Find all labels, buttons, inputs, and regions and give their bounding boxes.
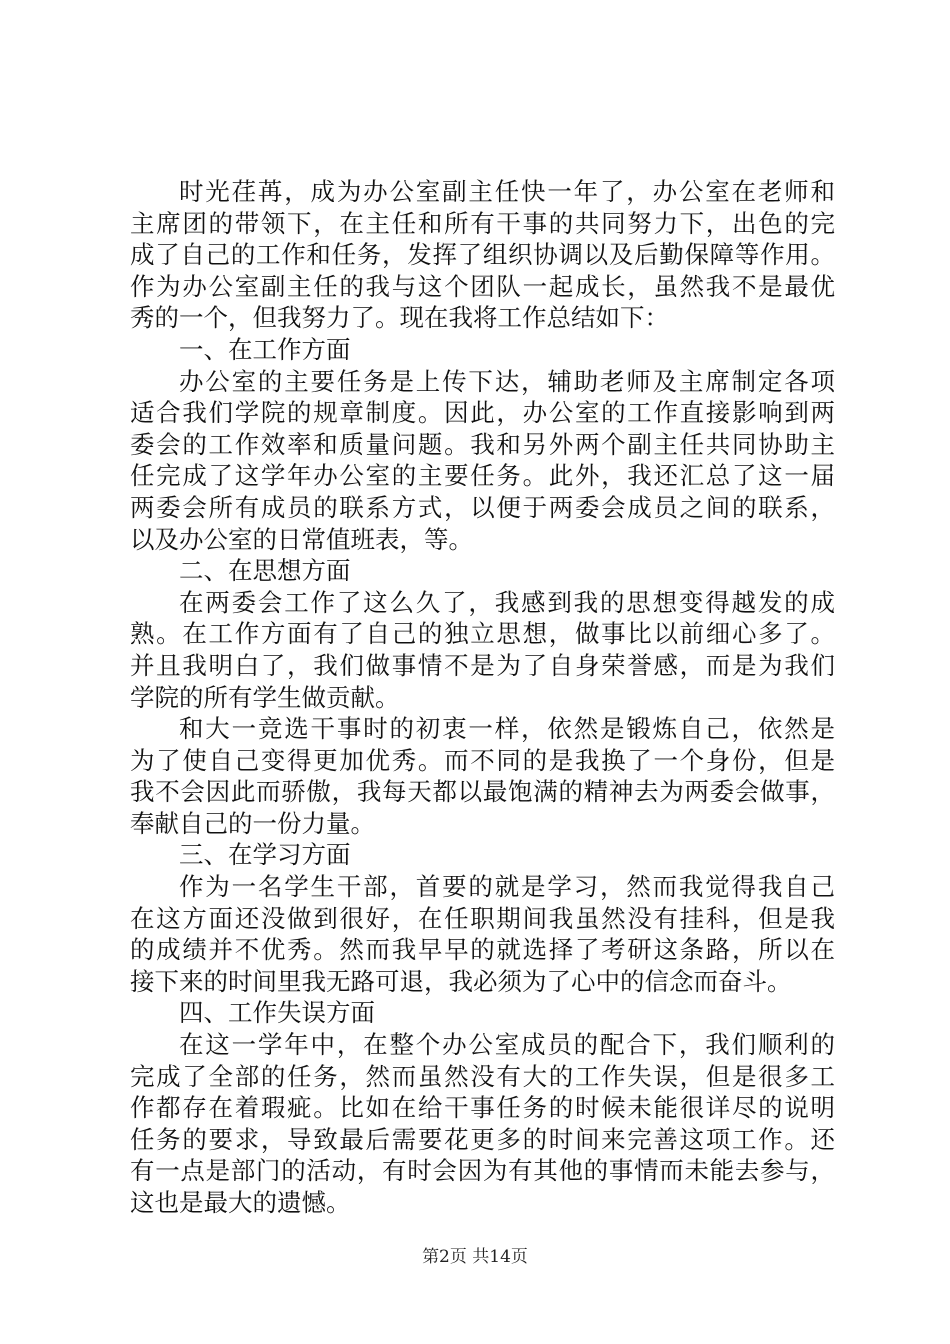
text-line: 任务的要求，导致最后需要花更多的时间来完善这项工作。还 <box>130 1124 835 1154</box>
text-line: 接下来的时间里我无路可退，我必须为了心中的信念而奋斗。 <box>130 966 792 996</box>
text-line: 熟。在工作方面有了自己的独立思想，做事比以前细心多了。 <box>130 619 835 649</box>
text-line: 主席团的带领下，在主任和所有干事的共同努力下，出色的完 <box>130 208 835 238</box>
text-line: 学院的所有学生做贡献。 <box>130 682 400 712</box>
text-line: 办公室的主要任务是上传下达，辅助老师及主席制定各项 <box>179 366 835 396</box>
text-line: 在两委会工作了这么久了，我感到我的思想变得越发的成 <box>179 587 835 617</box>
text-line: 的成绩并不优秀。然而我早早的就选择了考研这条路，所以在 <box>130 935 835 965</box>
page-number-footer: 第2页 共14页 <box>422 1247 528 1267</box>
text-line: 作为一名学生干部，首要的就是学习，然而我觉得我自己 <box>179 872 835 902</box>
section-heading-mistakes: 四、工作失误方面 <box>179 998 375 1028</box>
document-body <box>130 176 835 1219</box>
text-line: 成了自己的工作和任务，发挥了组织协调以及后勤保障等作用。 <box>130 240 835 270</box>
text-line: 有一点是部门的活动，有时会因为有其他的事情而未能去参与， <box>130 1156 835 1186</box>
text-line: 奉献自己的一份力量。 <box>130 808 375 838</box>
text-line: 并且我明白了，我们做事情不是为了自身荣誉感，而是为我们 <box>130 650 835 680</box>
text-line: 在这一学年中，在整个办公室成员的配合下，我们顺利的 <box>179 1030 835 1060</box>
text-line: 在这方面还没做到很好，在任职期间我虽然没有挂科，但是我 <box>130 903 835 933</box>
work-paragraph <box>130 366 835 556</box>
text-line: 以及办公室的日常值班表，等。 <box>130 524 473 554</box>
text-line: 时光荏苒，成为办公室副主任快一年了，办公室在老师和 <box>179 177 835 206</box>
text-line: 委会的工作效率和质量问题。我和另外两个副主任共同协助主 <box>130 429 835 459</box>
text-line: 为了使自己变得更加优秀。而不同的是我换了一个身份，但是 <box>130 745 835 775</box>
text-line: 完成了全部的任务，然而虽然没有大的工作失误，但是很多工 <box>130 1061 835 1091</box>
text-line: 作都存在着瑕疵。比如在给干事任务的时候未能很详尽的说明 <box>130 1093 835 1123</box>
section-heading-thought: 二、在思想方面 <box>179 556 351 586</box>
intro-paragraph <box>130 176 835 334</box>
study-paragraph <box>130 871 835 997</box>
text-line: 作为办公室副主任的我与这个团队一起成长，虽然我不是最优 <box>130 271 835 301</box>
text-line: 和大一竞选干事时的初衷一样，依然是锻炼自己，依然是 <box>179 714 835 744</box>
text-line: 适合我们学院的规章制度。因此，办公室的工作直接影响到两 <box>130 398 835 428</box>
section-heading-work: 一、在工作方面 <box>179 334 351 364</box>
text-line: 秀的一个，但我努力了。现在我将工作总结如下： <box>130 303 669 333</box>
text-line: 任完成了这学年办公室的主要任务。此外，我还汇总了这一届 <box>130 461 835 491</box>
text-line: 这也是最大的遗憾。 <box>130 1188 351 1217</box>
mistakes-paragraph <box>130 1029 835 1219</box>
thought-paragraph <box>130 587 835 713</box>
text-line: 两委会所有成员的联系方式，以便于两委会成员之间的联系， <box>130 492 835 522</box>
thought-paragraph-2 <box>130 713 835 839</box>
section-heading-study: 三、在学习方面 <box>179 840 351 870</box>
text-line: 我不会因此而骄傲，我每天都以最饱满的精神去为两委会做事， <box>130 777 835 807</box>
